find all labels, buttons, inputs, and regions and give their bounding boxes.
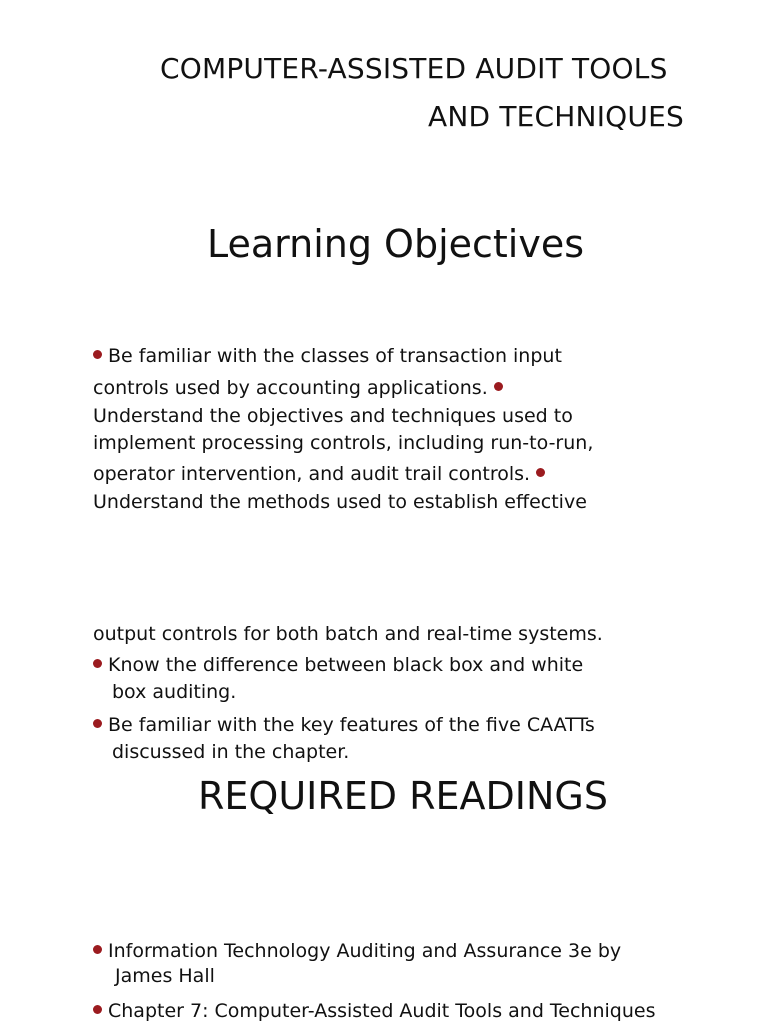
objective-bullet-item-continuation: discussed in the chapter. bbox=[112, 741, 350, 763]
reading-item-continuation: James Hall bbox=[115, 965, 215, 987]
bullet-icon bbox=[93, 659, 102, 668]
objective-bullet-item bbox=[93, 714, 595, 736]
reading-item bbox=[93, 940, 621, 962]
bullet-icon bbox=[93, 1005, 102, 1014]
objective-line bbox=[93, 463, 545, 485]
objective-text: Be familiar with the key features of the five CAATTs bbox=[108, 714, 595, 736]
objective-line bbox=[93, 377, 503, 399]
bullet-icon bbox=[494, 382, 503, 391]
learning-objectives-heading: Learning Objectives bbox=[207, 222, 585, 266]
objective-bullet-item bbox=[93, 654, 583, 676]
required-readings-heading: REQUIRED READINGS bbox=[198, 774, 608, 818]
reading-text: Chapter 7: Computer-Assisted Audit Tools and Techniques bbox=[108, 1000, 656, 1022]
objective-bullet-item-continuation: box auditing. bbox=[112, 681, 237, 703]
reading-text: Information Technology Auditing and Assurance 3e by bbox=[108, 940, 622, 962]
bullet-icon bbox=[93, 945, 102, 954]
objective-line: implement processing controls, including run-to-run, bbox=[93, 432, 594, 454]
document-title-line-1: COMPUTER-ASSISTED AUDIT TOOLS bbox=[160, 52, 668, 85]
bullet-icon bbox=[93, 350, 102, 359]
objective-line: Understand the objectives and techniques used to bbox=[93, 405, 573, 427]
objective-text: controls used by accounting applications. bbox=[93, 377, 488, 399]
objective-line: output controls for both batch and real-time systems. bbox=[93, 623, 603, 645]
objective-line: Understand the methods used to establish effective bbox=[93, 491, 587, 513]
reading-item bbox=[93, 1000, 655, 1022]
objective-text: Be familiar with the classes of transaction input bbox=[108, 345, 562, 367]
objective-line bbox=[93, 345, 562, 367]
objective-text: Know the difference between black box and white bbox=[108, 654, 584, 676]
objective-text: operator intervention, and audit trail controls. bbox=[93, 463, 531, 485]
bullet-icon bbox=[93, 719, 102, 728]
document-title-line-2: AND TECHNIQUES bbox=[428, 100, 684, 133]
bullet-icon bbox=[536, 468, 545, 477]
